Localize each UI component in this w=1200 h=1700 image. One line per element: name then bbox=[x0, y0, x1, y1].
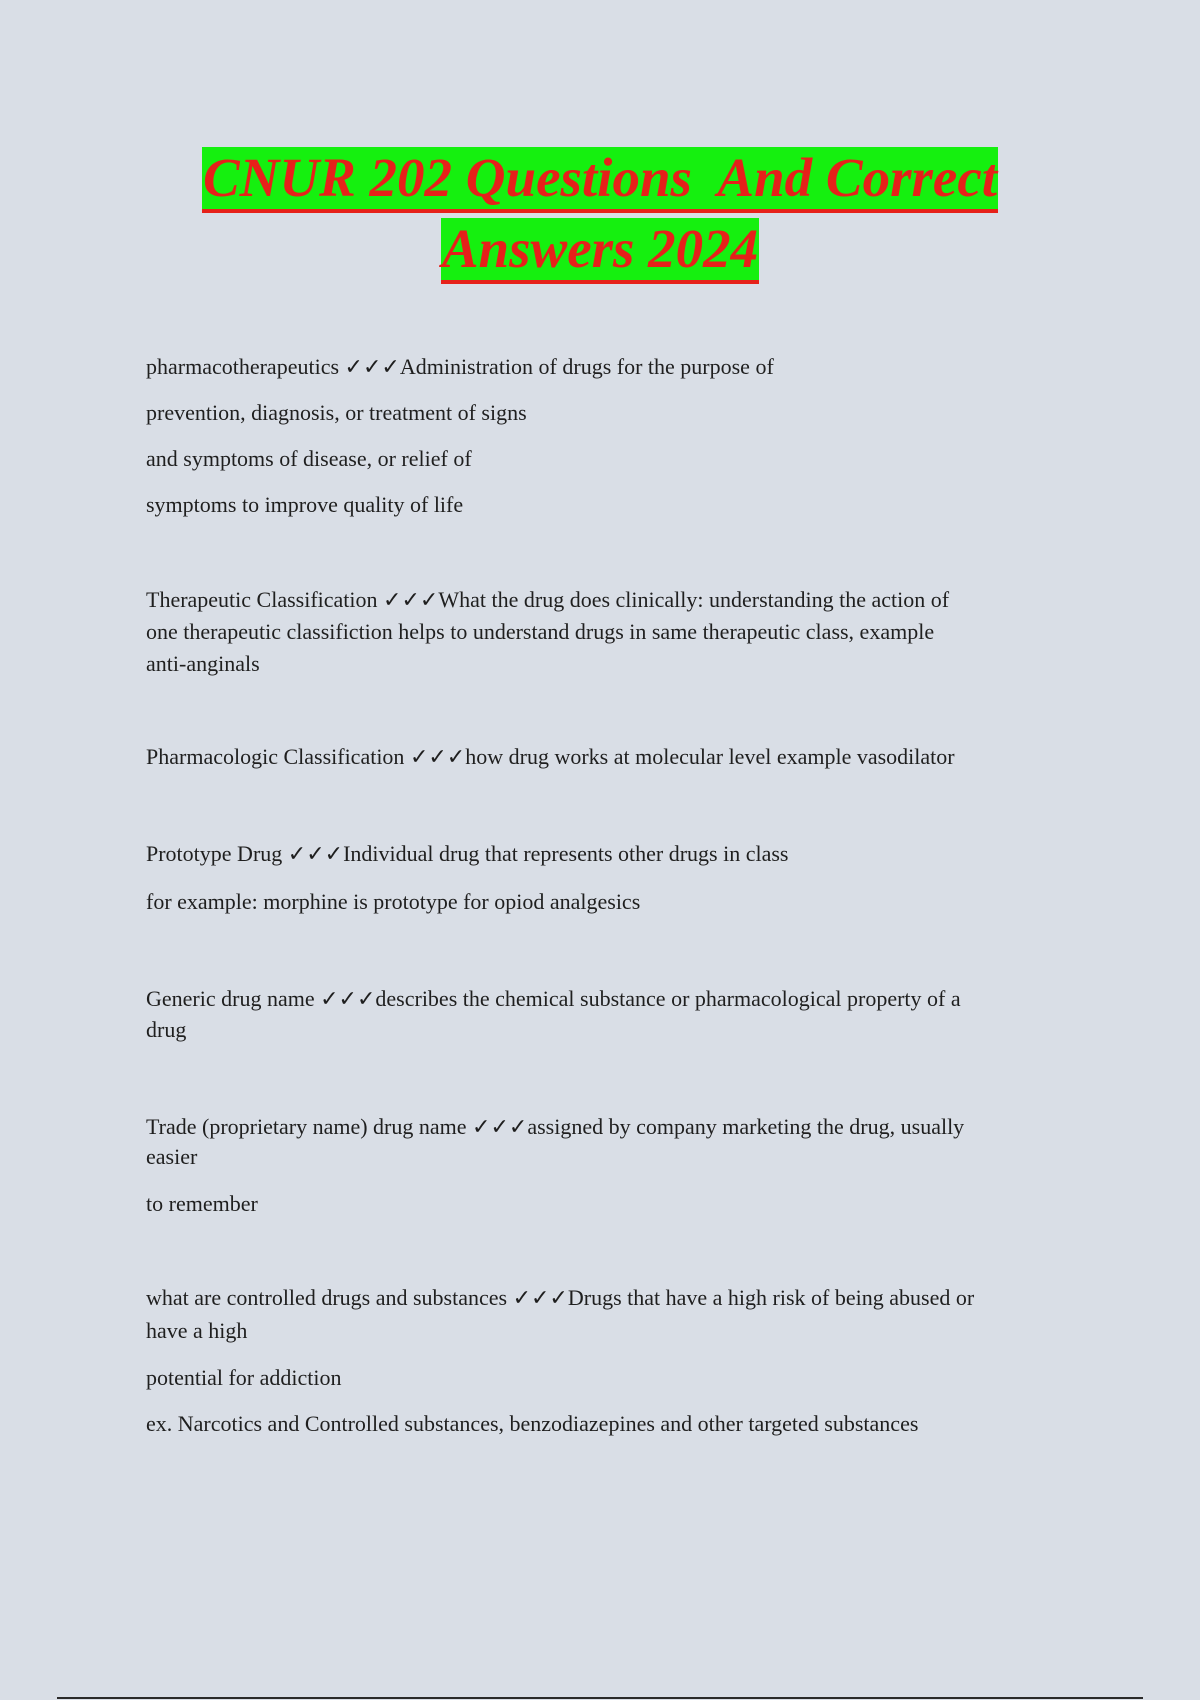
entry-term: Therapeutic Classification bbox=[146, 587, 378, 612]
entry-definition: describes the chemical substance or pharmacological property of a bbox=[375, 986, 961, 1011]
entry-pharmacologic-classification-line-1 bbox=[146, 742, 955, 772]
check-marks: ✓✓✓ bbox=[287, 841, 344, 866]
entry-term: Generic drug name bbox=[146, 986, 315, 1011]
entry-definition-line: prevention, diagnosis, or treatment of signs bbox=[146, 400, 527, 425]
entry-definition: how drug works at molecular level example vasodilator bbox=[465, 744, 955, 769]
check-marks: ✓✓✓ bbox=[344, 354, 400, 379]
entry-definition-line: symptoms to improve quality of life bbox=[146, 492, 464, 517]
entry-definition-line: for example: morphine is prototype for opiod analgesics bbox=[146, 889, 641, 914]
entry-definition: Drugs that have a high risk of being abused or bbox=[567, 1285, 975, 1310]
entry-pharmacotherapeutics-line-1 bbox=[146, 352, 774, 382]
entry-definition-line: to remember bbox=[146, 1191, 258, 1216]
entry-prototype-drug-line-1 bbox=[146, 839, 788, 869]
entry-definition-line: have a high bbox=[146, 1318, 248, 1343]
entry-trade-drug-name-line-1 bbox=[146, 1112, 964, 1142]
entry-therapeutic-classification-line-1 bbox=[146, 585, 949, 615]
entry-definition-line: one therapeutic classifiction helps to understand drugs in same therapeutic class, example bbox=[146, 619, 935, 644]
check-marks: ✓✓✓ bbox=[409, 744, 466, 769]
check-marks: ✓✓✓ bbox=[472, 1114, 528, 1139]
entry-definition-line: ex. Narcotics and Controlled substances, benzodiazepines and other targeted substances bbox=[146, 1411, 919, 1436]
entry-term: Trade (proprietary name) drug name bbox=[146, 1114, 467, 1139]
entry-definition-line: and symptoms of disease, or relief of bbox=[146, 446, 472, 471]
page-bottom-rule bbox=[57, 1697, 1143, 1699]
entry-generic-drug-name-line-1 bbox=[146, 984, 961, 1014]
document-title bbox=[0, 142, 1200, 284]
check-marks: ✓✓✓ bbox=[512, 1285, 568, 1310]
entry-term: what are controlled drugs and substances bbox=[146, 1285, 508, 1310]
entry-definition: Administration of drugs for the purpose of bbox=[399, 354, 774, 379]
check-marks: ✓✓✓ bbox=[320, 986, 376, 1011]
entry-definition: Individual drug that represents other drugs in class bbox=[343, 841, 789, 866]
entry-term: pharmacotherapeutics bbox=[146, 354, 340, 379]
entry-controlled-drugs-line-1 bbox=[146, 1283, 974, 1313]
entry-definition: assigned by company marketing the drug, usually bbox=[527, 1114, 965, 1139]
entry-definition: What the drug does clinically: understanding the action of bbox=[438, 587, 950, 612]
entry-term: Pharmacologic Classification bbox=[146, 744, 405, 769]
entry-definition-line: anti-anginals bbox=[146, 651, 260, 676]
entry-definition-line: easier bbox=[146, 1144, 198, 1169]
title-line-1: CNUR 202 Questions And Correct bbox=[202, 147, 998, 213]
check-marks: ✓✓✓ bbox=[383, 587, 439, 612]
title-line-2: Answers 2024 bbox=[441, 218, 759, 284]
entry-definition-line: potential for addiction bbox=[146, 1365, 342, 1390]
entry-term: Prototype Drug bbox=[146, 841, 283, 866]
entry-definition-line: drug bbox=[146, 1017, 187, 1042]
